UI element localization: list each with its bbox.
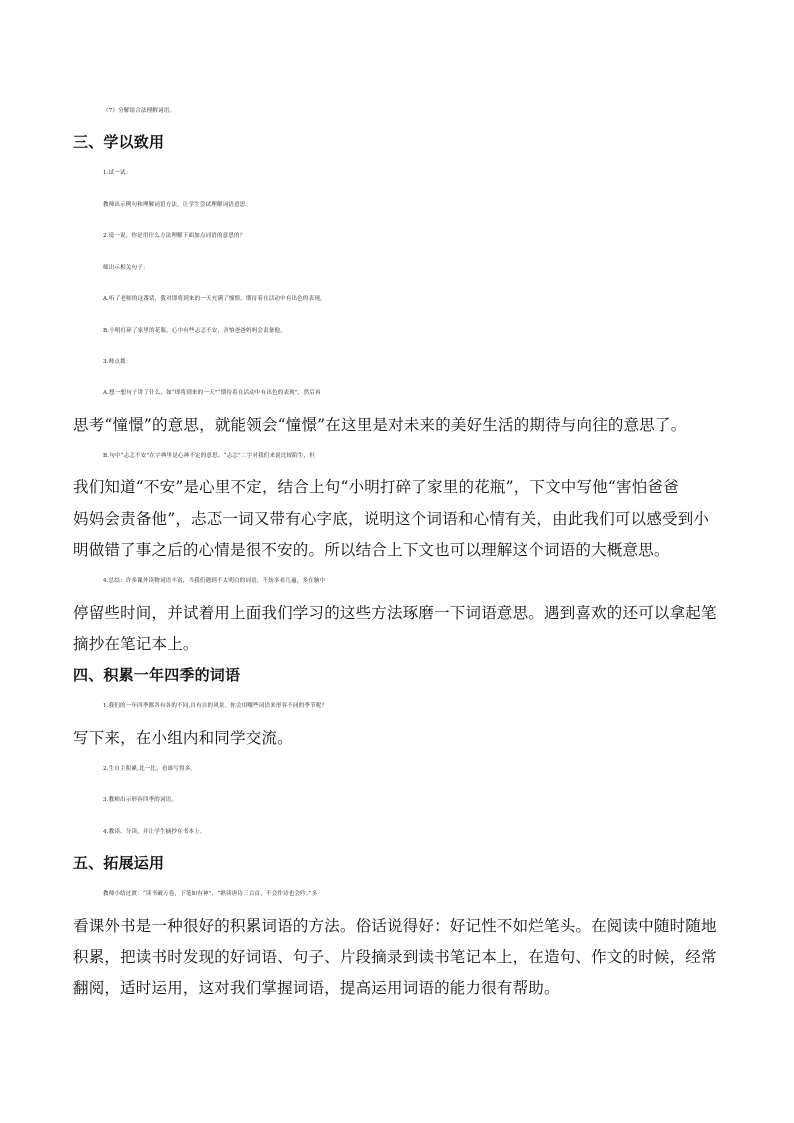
- section-heading: 三、学以致用: [73, 133, 165, 151]
- paragraph-line: B.小明打碎了家里的花瓶，心中有些忐忑不安，害怕爸爸妈妈会责备他。: [103, 328, 286, 334]
- paragraph-line: 2.说一说，你是用什么方法理解下面加点词语的意思的？: [103, 233, 246, 239]
- paragraph-line: 明做错了事之后的心情是很不安的。所以结合上下文也可以理解这个词语的大概意思。: [73, 541, 670, 559]
- section-heading: 四、积累一年四季的词语: [73, 666, 241, 684]
- paragraph-line: A.听了老师的这番话，我对即将到来的一天充满了憧憬，期待着在活动中有出色的表现。: [103, 296, 326, 302]
- paragraph-line: 积累，把读书时发现的好词语、句子、片段摘录到读书笔记本上，在造句、作文的时候，经常: [73, 948, 717, 966]
- paragraph-line: 我们知道“不安”是心里不定，结合上句“小明打碎了家里的花瓶”，下文中写他“害怕爸爸: [73, 478, 679, 496]
- paragraph-line: （7）分解组合法理解词语。: [103, 108, 176, 114]
- paragraph-line: 翻阅，适时运用，这对我们掌握词语，提高运用词语的能力很有帮助。: [73, 979, 560, 997]
- paragraph-line: 4.教读、分读，并让学生摘抄在书本上。: [103, 829, 206, 835]
- paragraph-line: A.想一想句子讲了什么，如“即将到来的一天”“期待着在活动中有出色的表现”，然后再: [103, 390, 321, 396]
- paragraph-line: B.句中“忐忑不安”在字典里是心神不定的意思。“忐忑”二字对我们来说比较陌生，但: [103, 453, 316, 459]
- paragraph-line: 师出示相关句子：: [103, 265, 149, 271]
- paragraph-line: 摘抄在笔记本上。: [73, 635, 199, 653]
- paragraph-line: 妈妈会责备他”，忐忑一词又带有心字底，说明这个词语和心情有关，由此我们可以感受到小: [73, 510, 710, 528]
- paragraph-line: 写下来，在小组内和同学交流。: [73, 729, 293, 747]
- paragraph-line: 教师出示例句和理解词语方法，让学生尝试理解词语意思。: [103, 202, 252, 208]
- paragraph-line: 1.试一试：: [103, 170, 132, 176]
- paragraph-line: 停留些时间，并试着用上面我们学习的这些方法琢磨一下词语意思。遇到喜欢的还可以拿起笔: [73, 604, 717, 622]
- paragraph-line: 教师小结过渡：“读书破万卷，下笔如有神”，“熟读唐诗三百首，不会作诗也会吟。”多: [103, 891, 318, 897]
- paragraph-line: 4.总结：许多课外读物词语丰富，当我们遇到不太明白的词语，不妨多看几遍，多在脑中: [103, 578, 326, 584]
- paragraph-line: 3.教师出示形容四季的词语。: [103, 797, 178, 803]
- paragraph-line: 3.师点拨：: [103, 359, 132, 365]
- paragraph-line: 看课外书是一种很好的积累词语的方法。俗话说得好：好记性不如烂笔头。在阅读中随时随地: [73, 917, 717, 935]
- section-heading: 五、拓展运用: [73, 854, 165, 872]
- paragraph-line: 2.生自主积累,比一比，看谁写得多。: [103, 766, 197, 772]
- paragraph-line: 1.我们的一年四季都各有各的不同,自有自的风景。你会用哪些词语来形容不同的季节呢？: [103, 703, 328, 709]
- paragraph-line: 思考“憧憬”的意思，就能领会“憧憬”在这里是对未来的美好生活的期待与向往的意思了。: [73, 416, 687, 434]
